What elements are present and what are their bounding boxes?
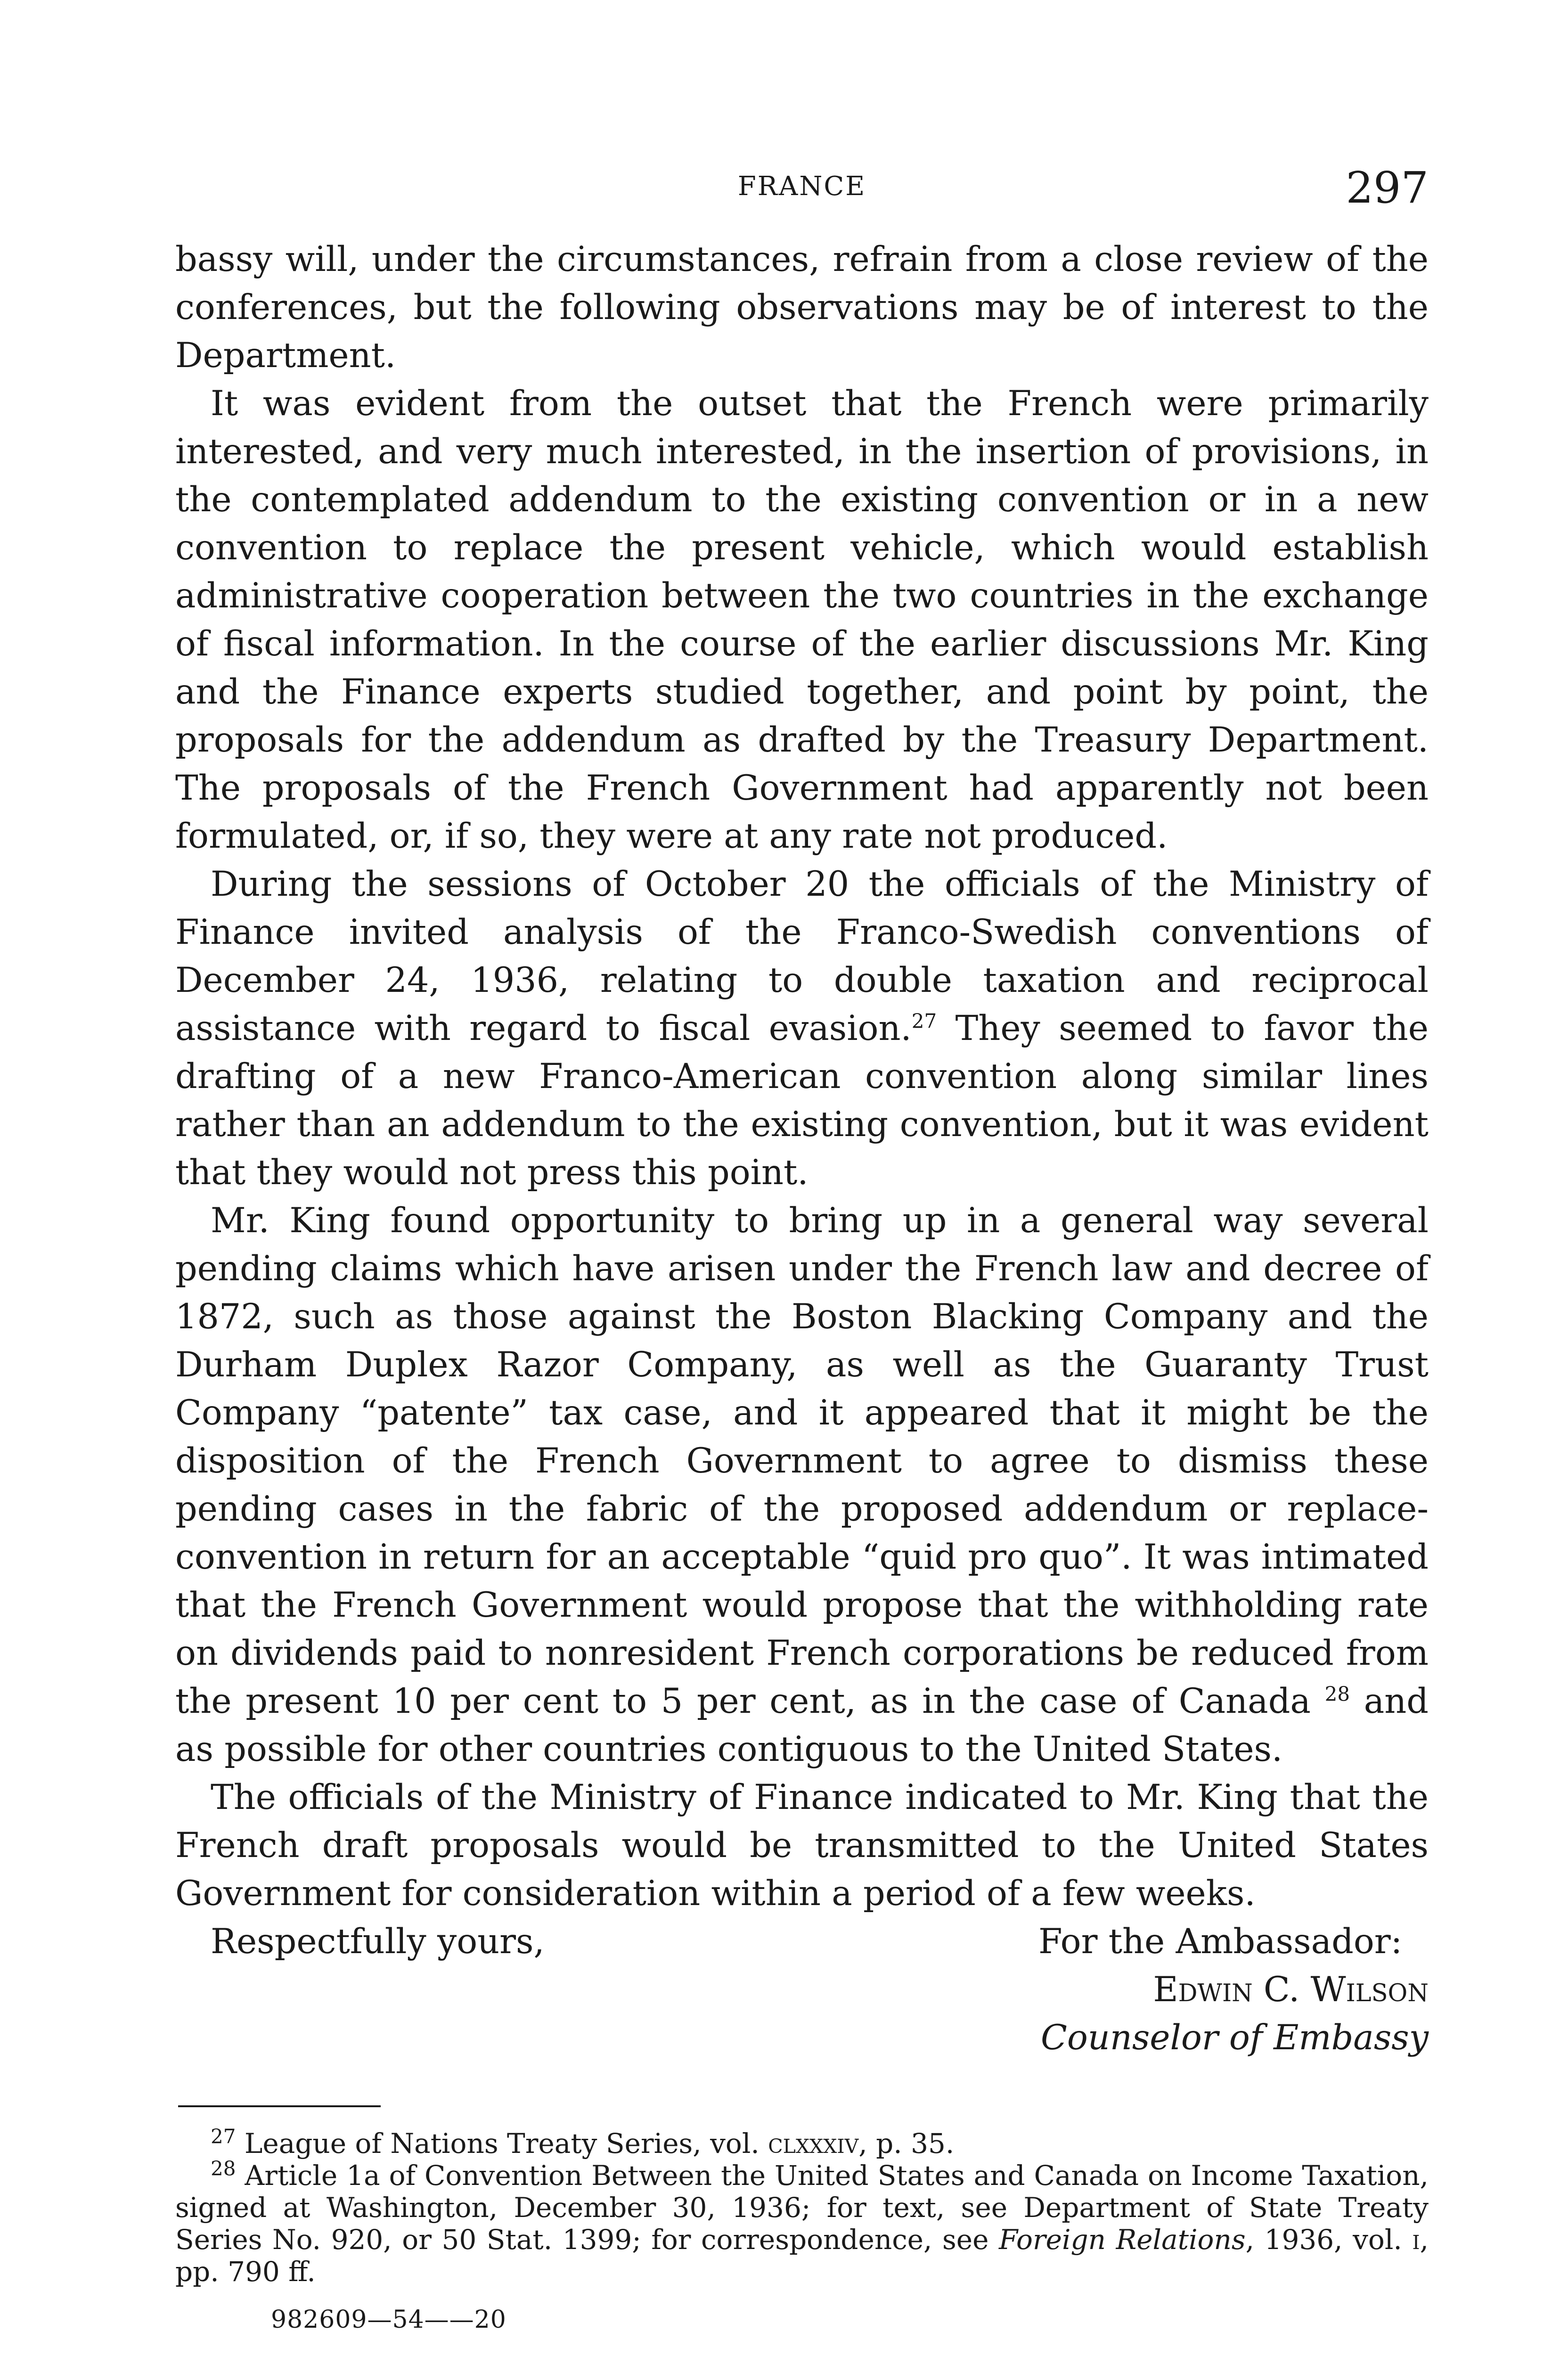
running-header — [175, 163, 1429, 214]
print-code: 982609—54——20 — [271, 2306, 506, 2334]
footnote-27-end: , p. 35. — [858, 2127, 955, 2160]
paragraph-2: It was evident from the outset that the French were primarily interested, and very much interested, in the insertion of provisions, in the contemplated addendum to the existing convention or in a new convention to replace the present vehicle, which would establish administrative cooperation between the two countries in the exchange of fiscal information. In the course of the earlier discussions Mr. King and the Finance experts studied together, and point by point, the proposals for the addendum as drafted by the Treasury Department. The proposals of the French Government had apparently not been formulated, or, if so, they were at any rate not produced. — [175, 384, 1429, 856]
paragraph-1: bassy will, under the circumstances, refrain from a close review of the conferences, but the following observations may be of interest to the Department. — [175, 239, 1429, 376]
footnote-28-end: , pp. 790 ff. — [175, 2224, 1429, 2288]
paragraph-3-text-a: During the sessions of October 20 the officials of the Ministry of Finance invited analysis of the Franco-Swedish conventions of December 24, 1936, relating to double taxation and reciprocal assistance with regard to fiscal evasion. — [175, 864, 1429, 1048]
footnote-ref-27: 27 — [911, 1009, 937, 1033]
paragraph-5: The officials of the Ministry of Finance indicated to Mr. King that the French draft proposals would be transmitted to the United States Government for consideration within a period of a few weeks. — [175, 1777, 1429, 1914]
paragraph-4-text-a: Mr. King found opportunity to bring up in a general way several pending claims which have arisen under the French law and decree of 1872, such as those against the Boston Blacking Company and the Durham Duplex Razor Company, as well as the Guaranty Trust Company “patente” tax case, and it appeared that it might be the disposition of the French Government to agree to dismiss these pending cases in the fabric of the proposed addendum or replace-convention in return for an acceptable “quid pro quo”. It was intimated that the French Government would propose that the withholding rate on dividends paid to nonresident French corporations be reduced from the present 10 per cent to 5 per cent, as in the case of Canada — [175, 1201, 1429, 1721]
closing-line — [175, 1918, 1429, 1966]
paragraph-3 — [175, 860, 1429, 1197]
signature-block — [175, 1966, 1429, 2062]
footnote-27-mark: 27 — [211, 2125, 236, 2148]
paragraph-4 — [175, 1197, 1429, 1774]
for-the-ambassador: For the Ambassador: — [1038, 1922, 1403, 1962]
footnote-28-mark: 28 — [211, 2157, 236, 2180]
running-title: FRANCE — [737, 171, 866, 202]
footnote-28 — [175, 2157, 1429, 2288]
signer-title: Counselor of Embassy — [1041, 2018, 1429, 2058]
paragraph-3-text-b: They seemed to favor the drafting of a new Franco-American convention along similar lines rather than an addendum to the existing convention, but it was evident that they would not press this point. — [175, 1008, 1429, 1193]
footnotes — [175, 2127, 1429, 2288]
footnote-27-text: League of Nations Treaty Series, vol. — [236, 2127, 768, 2160]
footnote-28-mid: , 1936, vol. — [1245, 2224, 1413, 2256]
footnote-ref-28: 28 — [1324, 1682, 1350, 1706]
footnote-28-volume: i — [1412, 2224, 1420, 2256]
page-number: 297 — [1346, 163, 1429, 213]
paragraph-4-text-b: and as possible for other countries contiguous to the United States. — [175, 1681, 1429, 1769]
letter-body — [175, 236, 1429, 2062]
footnote-27-volume: clxxxiv — [768, 2127, 859, 2160]
footnote-27 — [175, 2127, 1429, 2160]
footnote-divider — [178, 2105, 381, 2107]
signer-name: Edwin C. Wilson — [1153, 1970, 1429, 2010]
footnote-28-text: Article 1a of Convention Between the United States and Canada on Income Taxation, signed at Washington, December 30, 1936; for text, see Department of State Treaty Series No. 920, or 50 Stat. 1399; for correspondence, see — [175, 2160, 1429, 2256]
salutation: Respectfully yours, — [211, 1922, 545, 1962]
footnote-28-italic: Foreign Relations — [998, 2224, 1246, 2256]
